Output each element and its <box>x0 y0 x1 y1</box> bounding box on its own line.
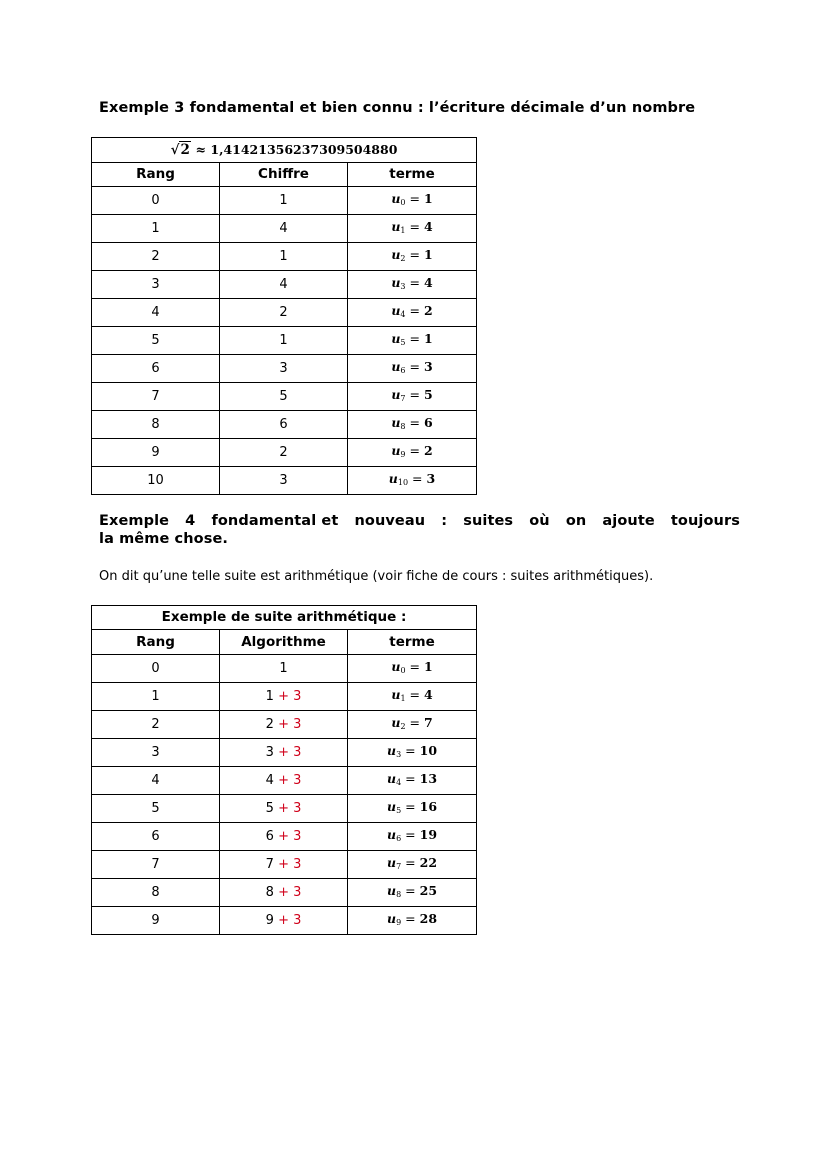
term-cell: $u_9 = 2$ <box>348 439 477 467</box>
sqrt-expression: √2 <box>170 142 190 158</box>
algorithme-cell: 4 + 3 <box>220 766 348 794</box>
table-row <box>92 439 477 467</box>
rang-cell: 2 <box>92 243 220 271</box>
algorithme-cell: 2 + 3 <box>220 710 348 738</box>
table-row <box>92 710 477 738</box>
plus-three: + 3 <box>278 744 302 760</box>
plus-three: + 3 <box>278 828 302 844</box>
rang-cell: 6 <box>92 355 220 383</box>
term-cell: $u_4 = 2$ <box>348 299 477 327</box>
table-row <box>92 243 477 271</box>
term-cell: $u_3 = 4$ <box>348 271 477 299</box>
rang-cell: 2 <box>92 710 220 738</box>
heading-word: nouveau <box>354 513 426 529</box>
column-header-algorithme: Algorithme <box>220 630 348 654</box>
chiffre-cell: 2 <box>220 439 348 467</box>
algorithme-cell: 5 + 3 <box>220 794 348 822</box>
rang-cell: 10 <box>92 467 220 495</box>
algorithme-cell: 9 + 3 <box>220 906 348 934</box>
heading-word: on <box>565 513 587 529</box>
table-row <box>92 271 477 299</box>
term-cell: $u_4 = 13$ <box>348 766 477 794</box>
rang-cell: 8 <box>92 411 220 439</box>
table-row <box>92 215 477 243</box>
rang-cell: 1 <box>92 215 220 243</box>
table-row <box>92 383 477 411</box>
rang-cell: 5 <box>92 327 220 355</box>
table-caption <box>92 138 477 163</box>
column-header-terme: terme <box>348 163 477 187</box>
rang-cell: 1 <box>92 682 220 710</box>
heading-word: ajoute <box>602 513 655 529</box>
algorithme-cell: 1 + 3 <box>220 682 348 710</box>
plus-three: + 3 <box>278 800 302 816</box>
rang-cell: 0 <box>92 654 220 682</box>
arithmetic-paragraph: On dit qu’une telle suite est arithmétique (voir fiche de cours : suites arithmétiques). <box>99 569 654 584</box>
column-header-terme: terme <box>348 630 477 654</box>
algorithme-cell: 3 + 3 <box>220 738 348 766</box>
term-cell: $u_7 = 22$ <box>348 850 477 878</box>
plus-three: + 3 <box>278 856 302 872</box>
plus-three: + 3 <box>278 716 302 732</box>
term-cell: $u_5 = 1$ <box>348 327 477 355</box>
table-row <box>92 794 477 822</box>
table-row <box>92 850 477 878</box>
term-cell: $u_0 = 1$ <box>348 187 477 215</box>
table-row <box>92 187 477 215</box>
plus-three: + 3 <box>278 688 302 704</box>
table-row <box>92 878 477 906</box>
term-cell: $u_2 = 1$ <box>348 243 477 271</box>
rang-cell: 3 <box>92 738 220 766</box>
heading-word: Exemple <box>99 513 170 529</box>
chiffre-cell: 6 <box>220 411 348 439</box>
example3-heading: Exemple 3 fondamental et bien connu : l’écriture décimale d’un nombre <box>99 100 696 116</box>
example4-heading-line1 <box>99 513 740 529</box>
chiffre-cell: 3 <box>220 355 348 383</box>
term-cell: $u_3 = 10$ <box>348 738 477 766</box>
table-row <box>92 355 477 383</box>
term-cell: $u_8 = 25$ <box>348 878 477 906</box>
term-cell: $u_6 = 3$ <box>348 355 477 383</box>
column-header-chiffre: Chiffre <box>220 163 348 187</box>
rang-cell: 5 <box>92 794 220 822</box>
rang-cell: 4 <box>92 766 220 794</box>
heading-word: suites <box>463 513 514 529</box>
decimal-digits-table <box>91 137 477 495</box>
heading-word: : <box>441 513 448 529</box>
algorithme-cell: 1 <box>220 654 348 682</box>
term-cell: $u_9 = 28$ <box>348 906 477 934</box>
table-row <box>92 467 477 495</box>
table-caption: Exemple de suite arithmétique : <box>92 606 477 630</box>
rang-cell: 9 <box>92 439 220 467</box>
heading-word: où <box>529 513 550 529</box>
rang-cell: 3 <box>92 271 220 299</box>
rang-cell: 8 <box>92 878 220 906</box>
chiffre-cell: 2 <box>220 299 348 327</box>
chiffre-cell: 3 <box>220 467 348 495</box>
table-row <box>92 822 477 850</box>
table-row <box>92 766 477 794</box>
term-cell: $u_8 = 6$ <box>348 411 477 439</box>
sqrt-value: ≈ 1,41421356237309504880 <box>195 142 398 157</box>
table-row <box>92 654 477 682</box>
heading-word: toujours <box>670 513 740 529</box>
chiffre-cell: 4 <box>220 215 348 243</box>
algorithme-cell: 7 + 3 <box>220 850 348 878</box>
plus-three: + 3 <box>278 912 302 928</box>
heading-word: 4 <box>185 513 196 529</box>
plus-three: + 3 <box>278 884 302 900</box>
term-cell: $u_5 = 16$ <box>348 794 477 822</box>
heading-word: fondamental et <box>211 513 339 529</box>
term-cell: $u_1 = 4$ <box>348 682 477 710</box>
plus-three: + 3 <box>278 772 302 788</box>
rang-cell: 7 <box>92 850 220 878</box>
term-cell: $u_{10} = 3$ <box>348 467 477 495</box>
table-row <box>92 299 477 327</box>
chiffre-cell: 5 <box>220 383 348 411</box>
term-cell: $u_2 = 7$ <box>348 710 477 738</box>
rang-cell: 4 <box>92 299 220 327</box>
column-header-rang: Rang <box>92 630 220 654</box>
term-cell: $u_1 = 4$ <box>348 215 477 243</box>
rang-cell: 0 <box>92 187 220 215</box>
algorithme-cell: 8 + 3 <box>220 878 348 906</box>
table-row <box>92 411 477 439</box>
table-row <box>92 682 477 710</box>
table-row <box>92 906 477 934</box>
term-cell: $u_6 = 19$ <box>348 822 477 850</box>
rang-cell: 9 <box>92 906 220 934</box>
rang-cell: 6 <box>92 822 220 850</box>
table-row <box>92 738 477 766</box>
chiffre-cell: 4 <box>220 271 348 299</box>
chiffre-cell: 1 <box>220 327 348 355</box>
table-row <box>92 327 477 355</box>
rang-cell: 7 <box>92 383 220 411</box>
example4-heading-line2: la même chose. <box>99 531 228 547</box>
chiffre-cell: 1 <box>220 243 348 271</box>
chiffre-cell: 1 <box>220 187 348 215</box>
term-cell: $u_0 = 1$ <box>348 654 477 682</box>
arithmetic-sequence-table <box>91 605 477 935</box>
column-header-rang: Rang <box>92 163 220 187</box>
algorithme-cell: 6 + 3 <box>220 822 348 850</box>
term-cell: $u_7 = 5$ <box>348 383 477 411</box>
